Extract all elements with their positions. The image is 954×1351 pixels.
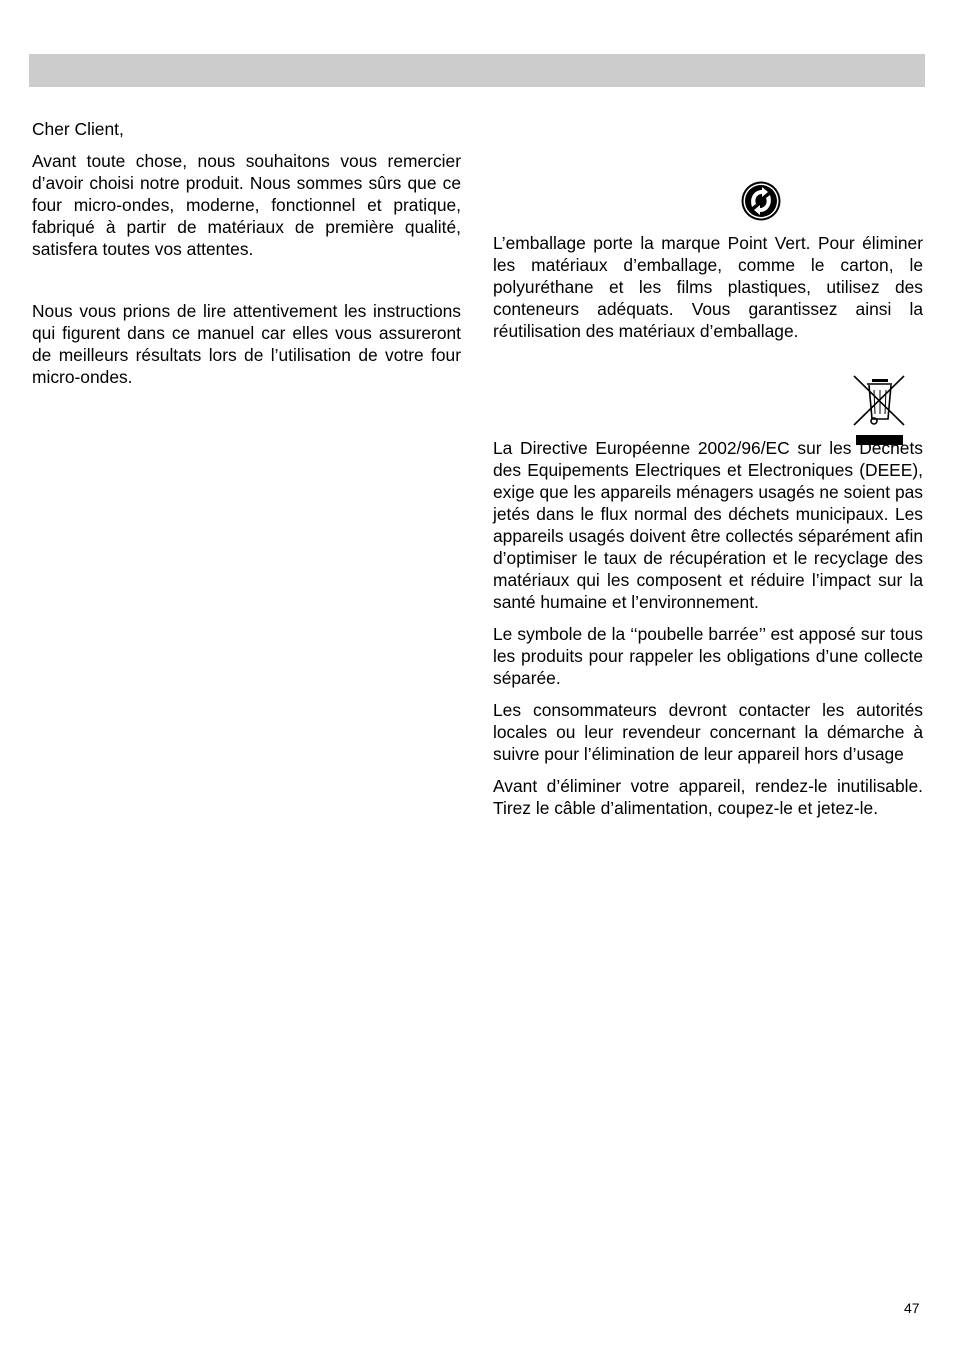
right-column bbox=[493, 232, 923, 829]
page-number: 47 bbox=[904, 1300, 920, 1316]
green-dot-paragraph: L’emballage porte la marque Point Vert. Pour éliminer les matériaux d’emballage, comme le carton, le polyuréthane et les films plastiques, utilisez des conteneurs adéquats. Vous garantissez ainsi la réutilisation des matériaux d’emballage. bbox=[493, 233, 923, 341]
section-header-bar bbox=[29, 54, 925, 87]
left-column bbox=[32, 118, 461, 398]
intro-paragraph: Avant toute chose, nous souhaitons vous remercier d’avoir choisi notre produit. Nous sommes sûrs que ce four micro-ondes, moderne, fonctionnel et pratique, fabriqué à partir de matériaux de première qualité, satisfera toutes vos attentes. bbox=[32, 151, 461, 259]
instructions-paragraph: Nous vous prions de lire attentivement les instructions qui figurent dans ce manuel car elles vous assureront de meilleurs résultats lors de l’utilisation de votre four micro-ondes. bbox=[32, 301, 461, 387]
weee-directive-paragraph: La Directive Européenne 2002/96/EC sur les Déchets des Equipements Electriques et Electroniques (DEEE), exige que les appareils ménagers usagés ne soient pas jetés dans le flux normal des déchets municipaux. Les appareils usagés doivent être collectés séparément afin d’optimiser le taux de récupération et le recyclage des matériaux qui les composent et réduire l’impact sur la santé humaine et l’environnement. bbox=[493, 438, 923, 612]
salutation: Cher Client, bbox=[32, 119, 124, 139]
green-dot-recycling-icon bbox=[740, 180, 782, 222]
disable-appliance-paragraph: Avant d’éliminer votre appareil, rendez-le inutilisable. Tirez le câble d’alimentation, coupez-le et jetez-le. bbox=[493, 776, 923, 818]
crossed-bin-symbol-paragraph: Le symbole de la ‘‘poubelle barrée’’ est apposé sur tous les produits pour rappeler les obligations d’une collecte séparée. bbox=[493, 624, 923, 688]
consumer-contact-paragraph: Les consommateurs devront contacter les autorités locales ou leur revendeur concernant la démarche à suivre pour l’élimination de leur appareil hors d’usage bbox=[493, 700, 923, 764]
